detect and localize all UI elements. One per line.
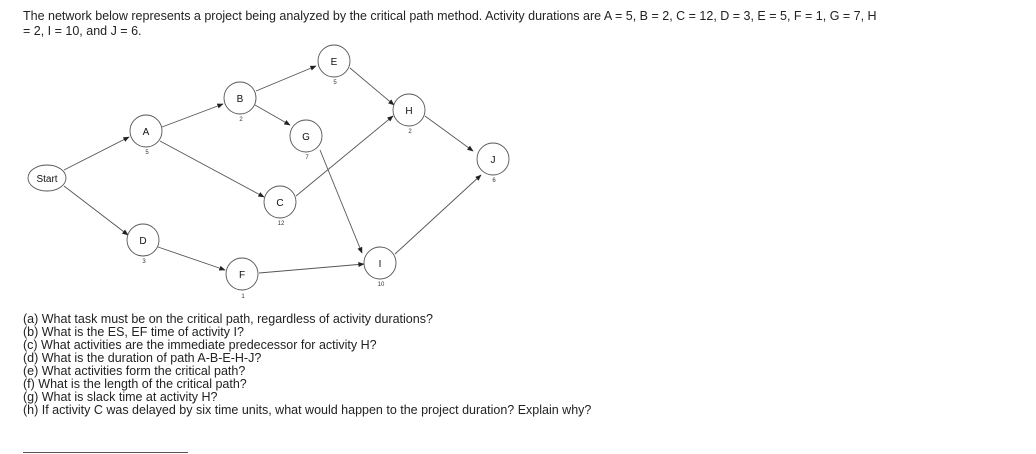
problem-statement-line-2: = 2, I = 10, and J = 6.	[23, 24, 142, 38]
question-item: (b) What is the ES, EF time of activity I?	[23, 325, 244, 339]
node-c-duration: 12	[277, 221, 285, 227]
question-item: (c) What activities are the immediate predecessor for activity H?	[23, 338, 377, 352]
node-e-label: E	[330, 57, 338, 68]
question-item: (a) What task must be on the critical path, regardless of activity durations?	[23, 312, 433, 326]
node-e-duration: 5	[333, 80, 337, 86]
edge-g-i	[320, 150, 362, 253]
edge-start-d	[64, 186, 128, 235]
question-item: (d) What is the duration of path A-B-E-H-J?	[23, 351, 262, 365]
node-f-duration: 1	[241, 294, 245, 300]
edge-e-h	[350, 68, 394, 105]
edge-f-i	[259, 264, 364, 273]
edge-b-e	[256, 66, 316, 91]
answer-line	[23, 452, 188, 453]
node-j-label: J	[490, 155, 496, 166]
node-d-duration: 3	[142, 259, 146, 265]
node-d-label: D	[139, 236, 147, 247]
edge-a-c	[160, 141, 264, 197]
problem-statement-line-1: The network below represents a project being analyzed by the critical path method. Activity durations are A = 5, B = 2, C = 12, D = 3, E = 5, F = 1, G = 7, H	[23, 9, 877, 23]
node-f-label: F	[238, 270, 246, 281]
question-item: (f) What is the length of the critical path?	[23, 377, 247, 391]
node-c-label: C	[276, 198, 284, 209]
node-j-duration: 6	[492, 178, 496, 184]
node-i-duration: 10	[377, 282, 385, 288]
node-h-label: H	[405, 106, 413, 117]
node-start-label: Start	[36, 174, 58, 185]
node-b-duration: 2	[239, 117, 243, 123]
question-item: (g) What is slack time at activity H?	[23, 390, 218, 404]
node-a-label: A	[142, 127, 150, 138]
node-g-label: G	[302, 132, 310, 143]
edge-h-j	[425, 116, 473, 151]
question-list	[23, 313, 591, 417]
node-h-duration: 2	[408, 129, 412, 135]
question-item: (h) If activity C was delayed by six time units, what would happen to the project duration? Explain why?	[23, 403, 592, 417]
node-g-duration: 7	[305, 155, 309, 161]
question-item: (e) What activities form the critical path?	[23, 364, 246, 378]
node-i-label: I	[378, 259, 382, 270]
node-a-duration: 5	[145, 150, 149, 156]
edge-d-f	[158, 247, 225, 270]
edge-a-b	[162, 104, 223, 127]
edge-start-a	[64, 137, 129, 170]
edge-i-j	[395, 175, 481, 254]
node-b-label: B	[236, 94, 244, 105]
edge-b-g	[255, 105, 290, 125]
